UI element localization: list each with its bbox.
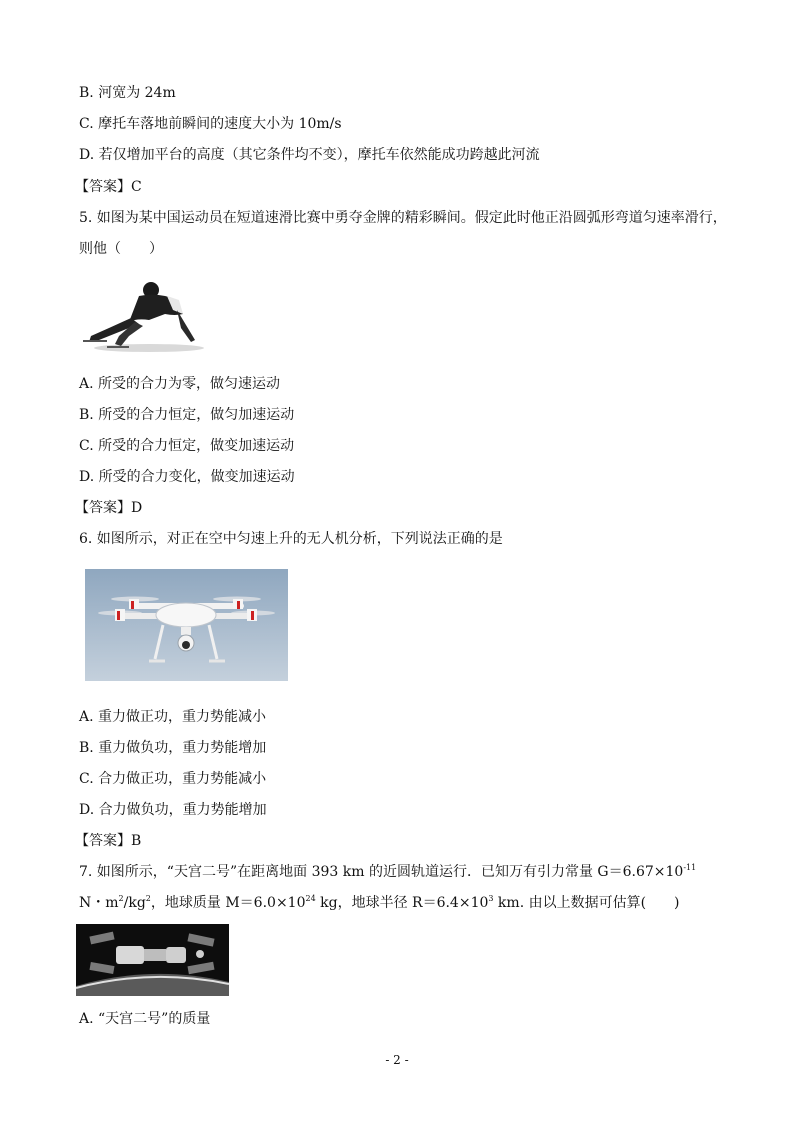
q5-stem-line2: 则他（ ）	[79, 241, 163, 257]
q6-answer: 【答案】B	[75, 833, 142, 849]
drone-image	[85, 569, 288, 681]
q5-option-b: B. 所受的合力恒定，做匀加速运动	[79, 407, 295, 423]
q7-option-a: A. “天宫二号”的质量	[79, 1011, 211, 1027]
q7-unit-m-exp: 2	[118, 894, 124, 903]
q5-option-c: C. 所受的合力恒定，做变加速运动	[79, 438, 295, 454]
q7-earth-radius-exp: 3	[488, 894, 494, 903]
page-number: - 2 -	[385, 1053, 409, 1067]
q5-option-a: A. 所受的合力为零，做匀速运动	[79, 376, 281, 392]
speed-skater-image	[79, 270, 204, 354]
q6-option-b: B. 重力做负功，重力势能增加	[79, 740, 267, 756]
q7-stem-line1	[79, 862, 696, 882]
q5-answer: 【答案】D	[75, 500, 143, 516]
q7-earth-mass-exp: 24	[305, 894, 316, 903]
q4-option-c: C. 摩托车落地前瞬间的速度大小为 10m/s	[79, 116, 342, 132]
q6-stem: 6. 如图所示，对正在空中匀速上升的无人机分析，下列说法正确的是	[79, 531, 503, 547]
q7-earth-mass-text: ，地球质量 M＝6.0×10	[150, 895, 306, 911]
q4-answer: 【答案】C	[75, 179, 142, 195]
q7-stem-line1-text: 7. 如图所示，“天宫二号”在距离地面 393 km 的近圆轨道运行．已知万有引力常量 G＝6.67×10	[79, 864, 684, 880]
q7-stem-line2	[79, 893, 680, 913]
q4-option-d: D. 若仅增加平台的高度（其它条件均不变），摩托车依然能成功跨越此河流	[79, 147, 540, 163]
q7-unit-kg-exp: 2	[145, 894, 151, 903]
q6-option-c: C. 合力做正功，重力势能减小	[79, 771, 267, 787]
q4-option-b: B. 河宽为 24m	[79, 85, 176, 101]
q6-option-d: D. 合力做负功，重力势能增加	[79, 802, 267, 818]
q5-stem-line1: 5. 如图为某中国运动员在短道速滑比赛中勇夺金牌的精彩瞬间。假定此时他正沿圆弧形弯道匀速率滑行，	[79, 210, 727, 226]
q5-option-d: D. 所受的合力变化，做变加速运动	[79, 469, 295, 485]
q7-stem-end: km. 由以上数据可估算( )	[493, 895, 680, 911]
q6-option-a: A. 重力做正功，重力势能减小	[79, 709, 267, 725]
q7-g-exponent: -11	[683, 863, 697, 872]
q7-earth-radius-text: kg，地球半径 R＝6.4×10	[315, 895, 489, 911]
q7-unit-n-m: N・m	[79, 895, 119, 911]
tiangong-image	[76, 924, 229, 996]
q7-unit-kg: /kg	[123, 895, 146, 911]
